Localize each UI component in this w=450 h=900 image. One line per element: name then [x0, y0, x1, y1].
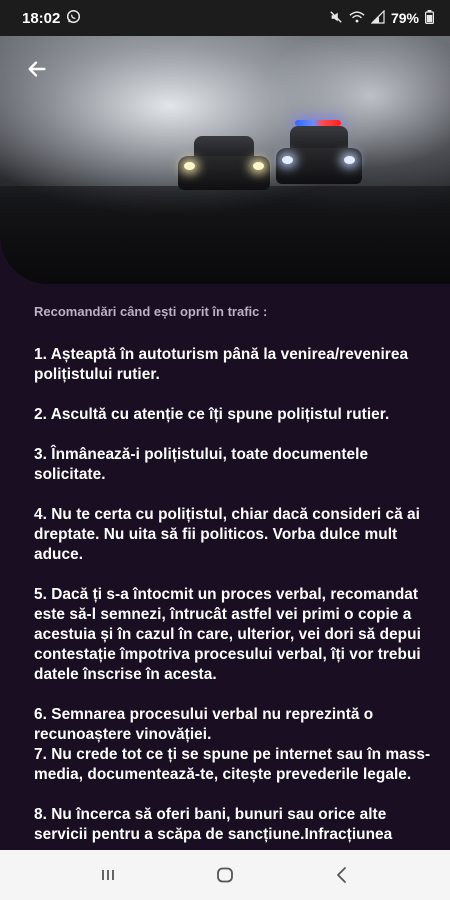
recommendations-list	[34, 345, 432, 845]
recommendation-item: 8. Nu încerca să oferi bani, bunuri sau orice alte servicii pentru a scăpa de sancțiune.Infracțiunea	[34, 806, 393, 843]
recommendation-item: 2. Ascultă cu atenție ce îți spune polițistul rutier.	[34, 406, 390, 423]
content-heading: Recomandări când ești oprit în trafic :	[34, 304, 268, 319]
system-nav-bar	[0, 850, 450, 900]
recommendations-content	[0, 284, 450, 850]
whatsapp-icon	[66, 9, 81, 27]
recommendation-item: 5. Dacă ți s-a întocmit un proces verbal, recomandat este să-l semnezi, întrucât astfel vei primi o copie a acestuia și în cazul în care, ulterior, vei dori să depui contestație împotriva procesului verbal, îți vor trebui datele înscrise în acesta.	[34, 586, 421, 683]
battery-icon	[425, 10, 434, 27]
back-icon	[332, 865, 352, 885]
car-image	[178, 132, 270, 196]
hero-image	[0, 36, 450, 284]
nav-back-button[interactable]	[322, 855, 362, 895]
home-icon	[215, 865, 235, 885]
signal-icon	[371, 10, 385, 27]
back-button[interactable]	[22, 54, 52, 84]
status-time: 18:02	[22, 9, 61, 27]
police-car-image	[276, 120, 362, 190]
recommendation-item: 6. Semnarea procesului verbal nu reprezintă o recunoaștere vinovăției.	[34, 706, 374, 743]
arrow-left-icon	[26, 58, 48, 80]
recommendation-item: 3. Înmânează-i polițistului, toate documentele solicitate.	[34, 446, 369, 483]
status-left	[22, 9, 81, 27]
mute-icon	[329, 10, 343, 27]
status-right	[329, 10, 434, 27]
wifi-icon	[349, 10, 365, 27]
recents-button[interactable]	[88, 855, 128, 895]
home-button[interactable]	[205, 855, 245, 895]
battery-level: 79%	[390, 10, 419, 26]
recommendation-item: 4. Nu te certa cu polițistul, chiar dacă consideri că ai dreptate. Nu uita să fii politicos. Vorba dulce mult aduce.	[34, 506, 420, 563]
recommendation-item: 1. Așteaptă în autoturism până la venirea/revenirea polițistului rutier.	[34, 346, 409, 383]
recommendation-item: 7. Nu crede tot ce ți se spune pe internet sau în mass-media, documentează-te, citește prevederile legale.	[34, 746, 431, 783]
status-bar	[0, 0, 450, 36]
recents-icon	[98, 865, 118, 885]
road	[0, 186, 450, 284]
